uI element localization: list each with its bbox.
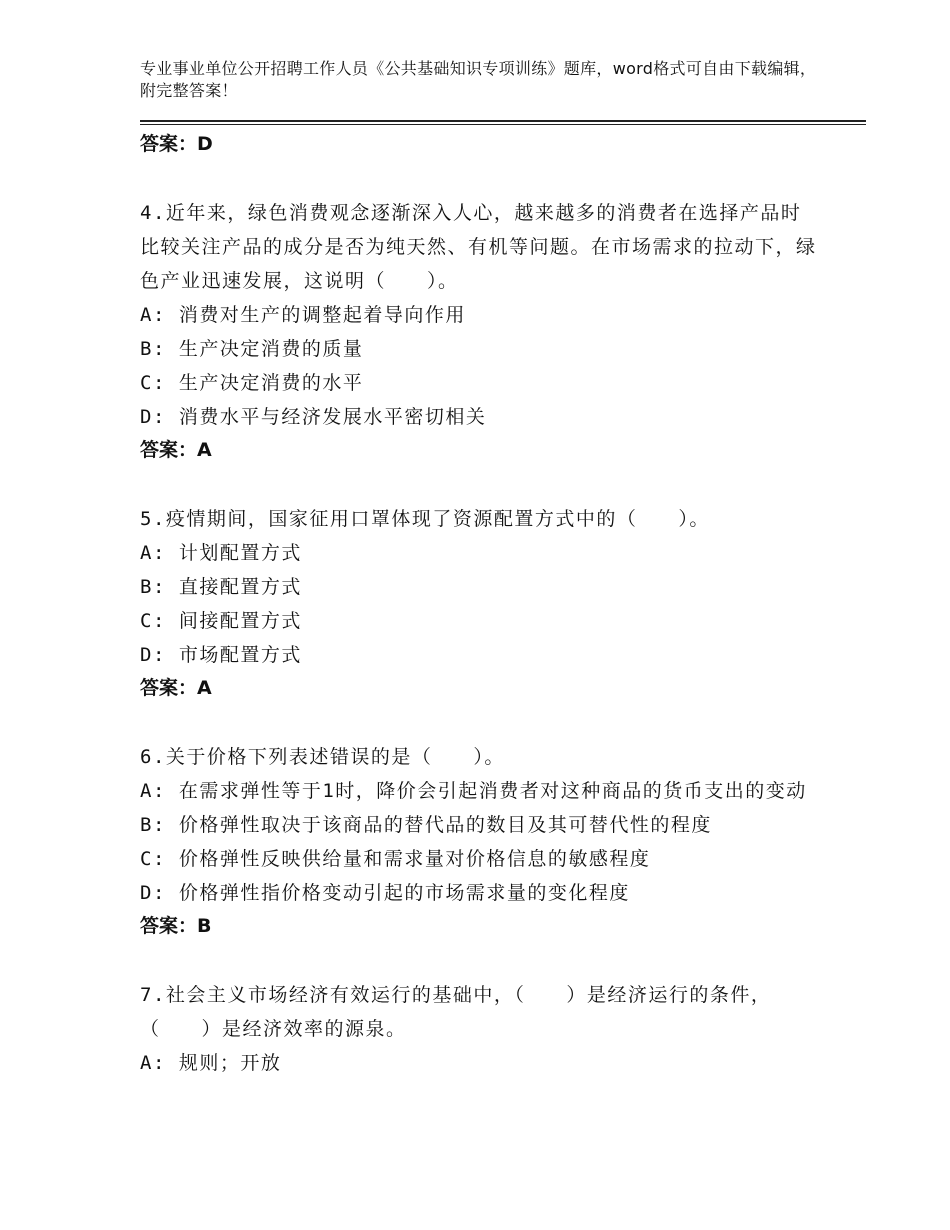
answer-line — [140, 672, 820, 704]
option-a: A: 消费对生产的调整起着导向作用 — [140, 304, 466, 326]
option-b: B: 价格弹性取决于该商品的替代品的数目及其可替代性的程度 — [140, 814, 712, 836]
question-stem: 7.社会主义市场经济有效运行的基础中，（ ）是经济运行的条件，（ ）是经济效率的源泉。 — [140, 984, 772, 1040]
answer-value: B — [197, 915, 212, 937]
answer-line — [140, 434, 820, 466]
answer-line — [140, 128, 820, 160]
header-divider — [140, 120, 866, 125]
answer-value: D — [197, 133, 213, 155]
question-stem: 4.近年来，绿色消费观念逐渐深入人心，越来越多的消费者在选择产品时比较关注产品的成分是否为纯天然、有机等问题。在市场需求的拉动下，绿色产业迅速发展，这说明（ ）。 — [140, 202, 817, 292]
option-a: A: 计划配置方式 — [140, 542, 302, 564]
answer-label: 答案： — [140, 133, 198, 155]
question-4 — [140, 196, 820, 466]
answer-label: 答案： — [140, 677, 198, 699]
page-header — [140, 58, 820, 102]
option-a: A: 在需求弹性等于1时，降价会引起消费者对这种商品的货币支出的变动 — [140, 780, 807, 802]
option-d: D: 消费水平与经济发展水平密切相关 — [140, 406, 487, 428]
answer-line — [140, 910, 820, 942]
question-stem: 6.关于价格下列表述错误的是（ ）。 — [140, 746, 505, 768]
question-5 — [140, 502, 820, 704]
option-a: A: 规则；开放 — [140, 1052, 282, 1074]
option-c: C: 生产决定消费的水平 — [140, 372, 364, 394]
option-b: B: 生产决定消费的质量 — [140, 338, 364, 360]
option-b: B: 直接配置方式 — [140, 576, 302, 598]
option-d: D: 价格弹性指价格变动引起的市场需求量的变化程度 — [140, 882, 630, 904]
question-7 — [140, 978, 820, 1080]
answer-label: 答案： — [140, 915, 198, 937]
option-c: C: 价格弹性反映供给量和需求量对价格信息的敏感程度 — [140, 848, 651, 870]
question-stem: 5.疫情期间，国家征用口罩体现了资源配置方式中的（ ）。 — [140, 508, 710, 530]
answer-label: 答案： — [140, 439, 198, 461]
document-body — [140, 128, 820, 1080]
header-text: 专业事业单位公开招聘工作人员《公共基础知识专项训练》题库，word格式可自由下载编辑，附完整答案！ — [140, 59, 817, 100]
option-c: C: 间接配置方式 — [140, 610, 302, 632]
question-6 — [140, 740, 820, 942]
answer-value: A — [197, 439, 212, 461]
option-d: D: 市场配置方式 — [140, 644, 302, 666]
answer-value: A — [197, 677, 212, 699]
